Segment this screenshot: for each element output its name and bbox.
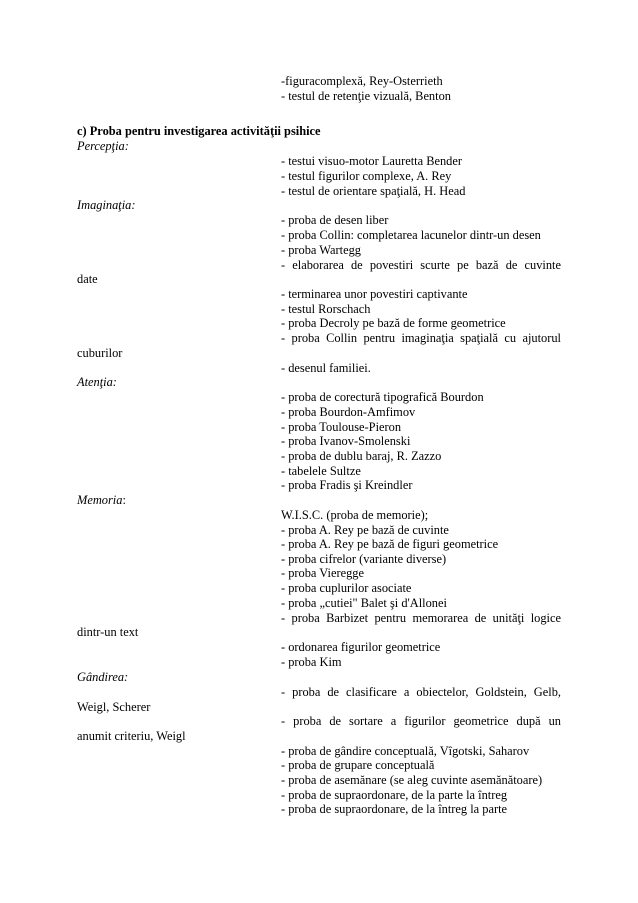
list-item: - proba Kim (281, 655, 342, 669)
list-item: - testul figurilor complexe, A. Rey (281, 169, 452, 183)
list-item-continuation: cuburilor (77, 346, 123, 360)
list-item: - proba A. Rey pe bază de figuri geometrice (281, 537, 499, 551)
list-item: - proba cifrelor (variante diverse) (281, 552, 447, 566)
list-item: - proba Toulouse-Pieron (281, 420, 402, 434)
list-item: - proba Fradis şi Kreindler (281, 478, 413, 492)
category-imaginatia-label: Imaginaţia: (77, 198, 136, 212)
list-item: - terminarea unor povestiri captivante (281, 287, 468, 301)
list-item: - proba Barbizet pentru memorarea de unităţi logice (281, 611, 561, 625)
list-item-continuation: Weigl, Scherer (77, 700, 151, 714)
list-item: - testui visuo-motor Lauretta Bender (281, 154, 462, 168)
list-item: - proba de gândire conceptuală, Vîgotski, Saharov (281, 744, 530, 758)
list-item-continuation: anumit criteriu, Weigl (77, 729, 186, 743)
list-item: - proba de corectură tipografică Bourdon (281, 390, 484, 404)
list-item: - proba Ivanov-Smolenski (281, 434, 411, 448)
list-item-continuation: dintr-un text (77, 625, 139, 639)
category-gandirea-label: Gândirea: (77, 670, 129, 684)
list-item: - proba cuplurilor asociate (281, 581, 412, 595)
list-item: - proba de sortare a figurilor geometrice după un (281, 714, 561, 728)
section-title: c) Proba pentru investigarea activităţii psihice (77, 124, 321, 138)
list-item: - proba Decroly pe bază de forme geometrice (281, 316, 506, 330)
list-item: - proba de supraordonare, de la întreg la parte (281, 802, 508, 816)
category-memoria-colon: : (122, 493, 126, 507)
list-item: - ordonarea figurilor geometrice (281, 640, 441, 654)
list-item: - tabelele Sultze (281, 464, 361, 478)
list-item: - proba Vieregge (281, 566, 364, 580)
list-item: - proba de desen liber (281, 213, 389, 227)
list-item: - proba de grupare conceptuală (281, 758, 435, 772)
list-item: - proba „cutiei" Balet şi d'Allonei (281, 596, 447, 610)
list-item: - proba A. Rey pe bază de cuvinte (281, 523, 449, 537)
list-item: - proba Wartegg (281, 243, 361, 257)
list-item: - proba Bourdon-Amfimov (281, 405, 416, 419)
list-item: - testul de orientare spaţială, H. Head (281, 184, 466, 198)
list-item-continuation: date (77, 272, 98, 286)
category-memoria-label (77, 493, 126, 508)
list-item: - proba de asemănare (se aleg cuvinte asemănătoare) (281, 773, 543, 787)
list-item: - testul Rorschach (281, 302, 371, 316)
list-item: - proba Collin: completarea lacunelor dintr-un desen (281, 228, 541, 242)
list-item: - proba de clasificare a obiectelor, Goldstein, Gelb, (281, 685, 561, 699)
list-item: - proba de dublu baraj, R. Zazzo (281, 449, 442, 463)
list-item: - proba de supraordonare, de la parte la întreg (281, 788, 508, 802)
intro-line: -figuracomplexă, Rey-Osterrieth (281, 74, 443, 88)
list-item: - desenul familiei. (281, 361, 371, 375)
intro-line: - testul de retenţie vizuală, Benton (281, 89, 451, 103)
category-atentia-label: Atenţia: (77, 375, 117, 389)
list-item: - elaborarea de povestiri scurte pe bază de cuvinte (281, 258, 561, 272)
category-memoria-label-text: Memoria (77, 493, 123, 507)
list-item: W.I.S.C. (proba de memorie); (281, 508, 429, 522)
category-perceptie-label: Percepţia: (77, 139, 129, 153)
list-item: - proba Collin pentru imaginaţia spaţială cu ajutorul (281, 331, 561, 345)
